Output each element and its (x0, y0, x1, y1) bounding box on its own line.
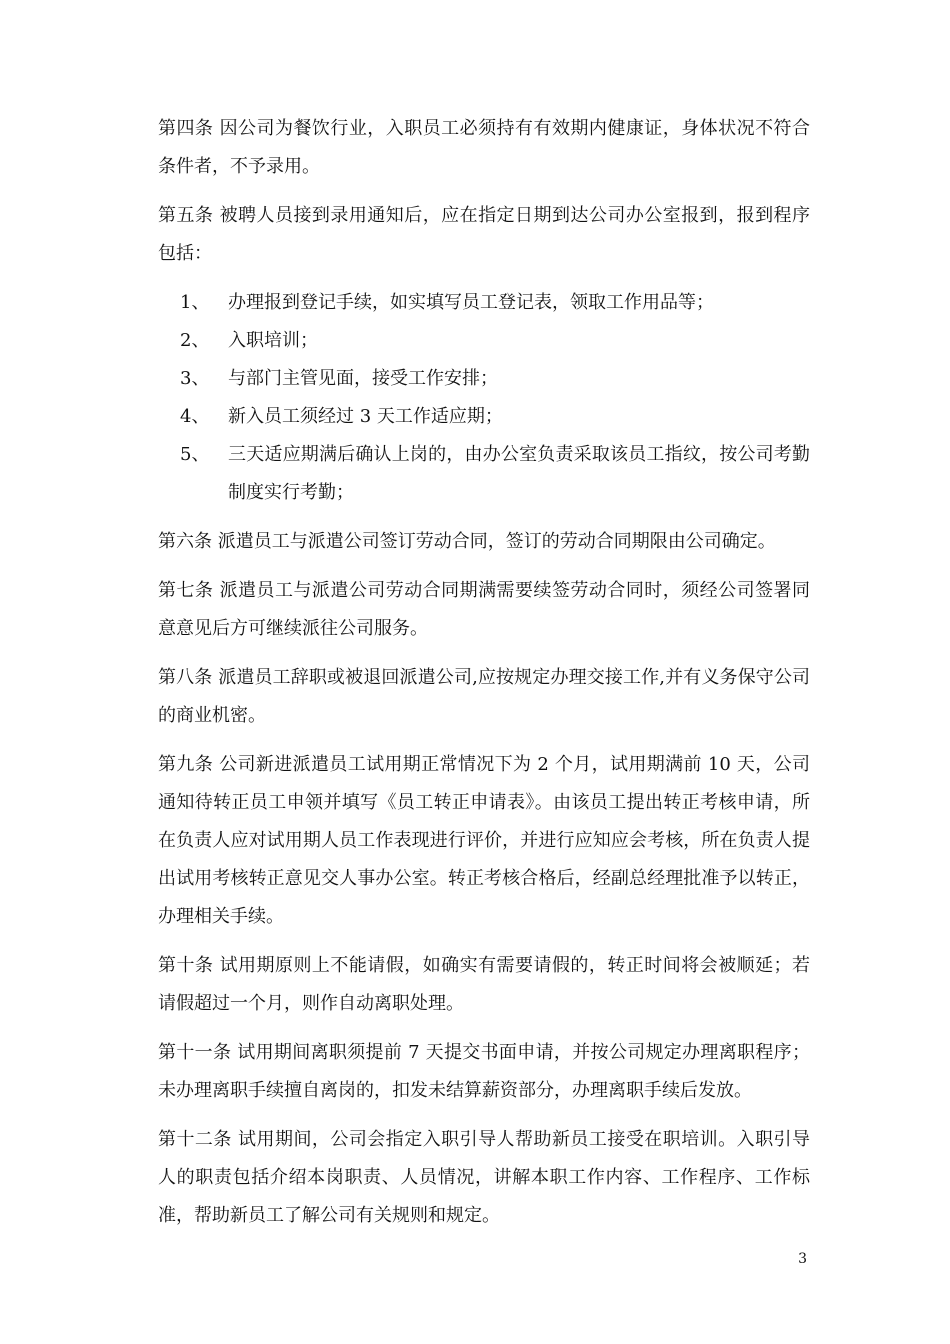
article-12: 第十二条 试用期间，公司会指定入职引导人帮助新员工接受在职培训。入职引导人的职责包括介绍本岗职责、人员情况，讲解本职工作内容、工作程序、工作标准，帮助新员工了解公司有关规则和规定。 (158, 1129, 810, 1226)
onboarding-steps-list (158, 284, 810, 512)
list-item-number: 5、 (180, 444, 210, 465)
list-item-number: 3、 (180, 368, 210, 389)
list-item-number: 4、 (180, 406, 210, 427)
list-item (158, 436, 810, 512)
list-item (158, 322, 810, 360)
list-item-number: 2、 (180, 330, 210, 351)
list-item-text: 办理报到登记手续，如实填写员工登记表，领取工作用品等； (228, 292, 714, 313)
article-10: 第十条 试用期原则上不能请假，如确实有需要请假的，转正时间将会被顺延；若请假超过一个月，则作自动离职处理。 (158, 955, 810, 1014)
list-item-text: 新入员工须经过 3 天工作适应期； (228, 406, 503, 427)
article-4: 第四条 因公司为餐饮行业，入职员工必须持有有效期内健康证，身体状况不符合条件者，不予录用。 (158, 118, 810, 177)
list-item-text: 三天适应期满后确认上岗的，由办公室负责采取该员工指纹，按公司考勤制度实行考勤； (228, 444, 810, 503)
article-7: 第七条 派遣员工与派遣公司劳动合同期满需要续签劳动合同时，须经公司签署同意意见后方可继续派往公司服务。 (158, 580, 810, 639)
article-9: 第九条 公司新进派遣员工试用期正常情况下为 2 个月，试用期满前 10 天，公司通知待转正员工申领并填写《员工转正申请表》。由该员工提出转正考核申请，所在负责人应对试用期人员工作表现进行评价，并进行应知应会考核，所在负责人提出试用考核转正意见交人事办公室。转正考核合格后，经副总经理批准予以转正，办理相关手续。 (158, 754, 810, 927)
article-6: 第六条 派遣员工与派遣公司签订劳动合同，签订的劳动合同期限由公司确定。 (158, 531, 776, 552)
page-number: 3 (798, 1251, 807, 1267)
list-item (158, 360, 810, 398)
list-item (158, 398, 810, 436)
article-5: 第五条 被聘人员接到录用通知后，应在指定日期到达公司办公室报到，报到程序包括： (158, 205, 810, 264)
list-item-text: 与部门主管见面，接受工作安排； (228, 368, 498, 389)
list-item (158, 284, 810, 322)
list-item-text: 入职培训； (228, 330, 318, 351)
document-body (158, 110, 810, 1246)
article-11: 第十一条 试用期间离职须提前 7 天提交书面申请，并按公司规定办理离职程序；未办理离职手续擅自离岗的，扣发未结算薪资部分，办理离职手续后发放。 (158, 1042, 810, 1101)
article-8: 第八条 派遣员工辞职或被退回派遣公司,应按规定办理交接工作,并有义务保守公司的商业机密。 (158, 667, 810, 726)
list-item-number: 1、 (180, 292, 210, 313)
